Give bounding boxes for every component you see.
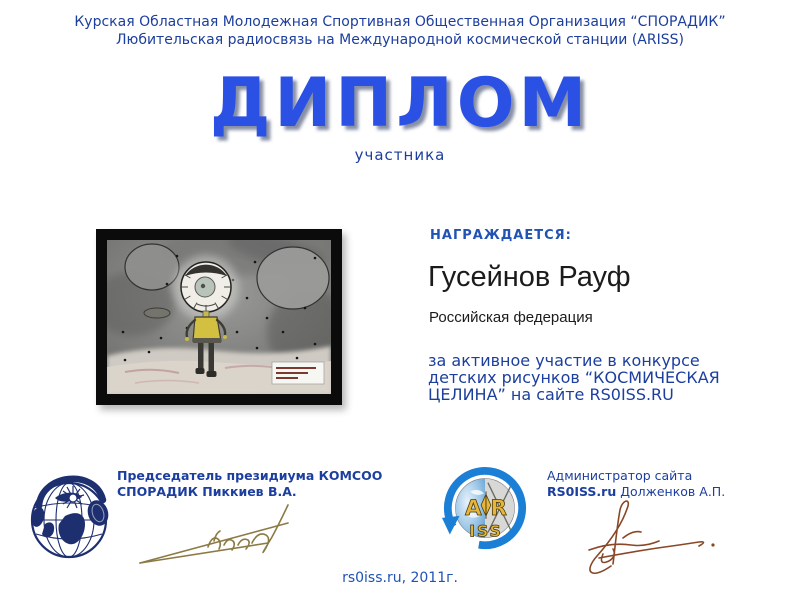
footer-site-year: rs0iss.ru, 2011г.: [342, 570, 458, 586]
award-reason-line: за активное участие в конкурсе: [428, 351, 700, 370]
artwork-image: [96, 229, 342, 405]
org-subtitle-line: Любительская радиосвязь на Международной космической станции (ARISS): [116, 32, 684, 48]
signer-left-title: [117, 468, 382, 500]
signature-right: [571, 490, 749, 576]
ariss-letter-r: R: [490, 495, 507, 521]
diploma-subtitle: участника: [354, 146, 446, 164]
recipient-country: Российская федерация: [429, 309, 593, 326]
signer-right-name: Долженков А.П.: [616, 484, 726, 499]
award-reason: [428, 352, 720, 403]
signer-left-line2: СПОРАДИК Пиккиев В.А.: [117, 484, 297, 499]
site-name: RS0ISS.ru: [547, 484, 617, 499]
sporadik-globe-logo: [26, 460, 114, 564]
org-name-line: Курская Областная Молодежная Спортивная Общественная Организация “СПОРАДИК”: [74, 14, 726, 30]
awarded-to-label: НАГРАЖДАЕТСЯ:: [430, 228, 572, 243]
award-reason-line: детских рисунков “КОСМИЧЕСКАЯ: [428, 368, 720, 387]
recipient-name: Гусейнов Рауф: [428, 261, 631, 293]
artwork-drawing: [107, 240, 331, 394]
ariss-iss-text: ISS: [469, 521, 503, 541]
header: [0, 13, 800, 49]
signer-right-line1: Администратор сайта: [547, 468, 693, 483]
ariss-logo: [441, 460, 529, 562]
artwork-caption-label: [272, 362, 324, 384]
award-reason-line: ЦЕЛИНА” на сайте RS0ISS.RU: [428, 385, 674, 404]
ariss-arrow-head: [442, 516, 460, 535]
diploma-title: ДИПЛОМ: [209, 64, 591, 143]
signer-left-line1: Председатель президиума КОМСОО: [117, 468, 383, 483]
ariss-letter-a: A: [464, 495, 482, 521]
signature-left: [136, 497, 314, 573]
